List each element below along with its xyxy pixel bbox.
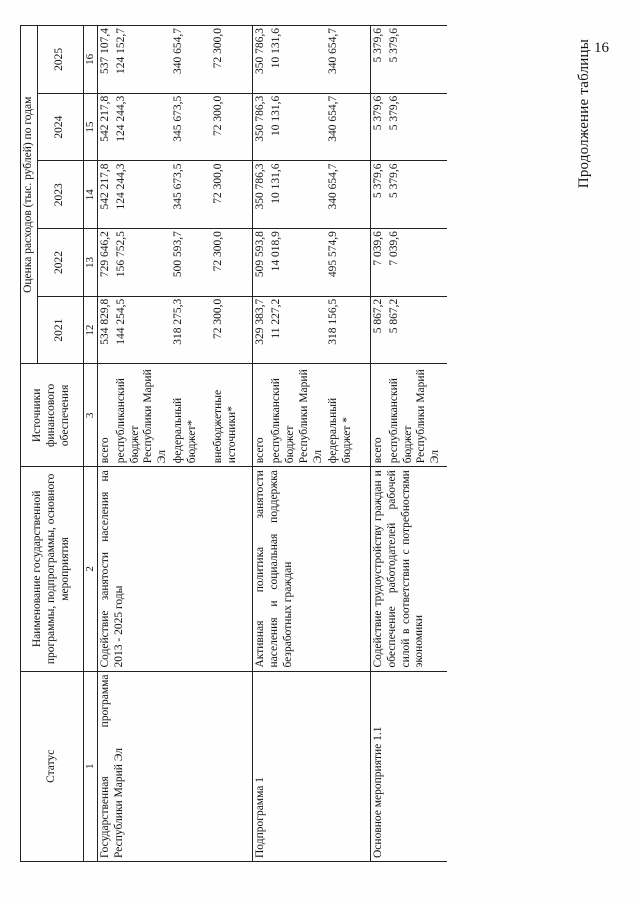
header-year: 2025 [37,26,83,94]
value-cell: 534 829,8 [97,296,113,364]
column-number: 3 [83,364,97,467]
value-cell: 5 379,6 [370,26,386,94]
budget-table-wrapper [20,25,573,862]
rotated-table-frame [20,25,600,885]
row-source: федеральный бюджет* [171,364,211,467]
header-year: 2022 [37,229,83,297]
header-year: 2021 [37,296,83,364]
row-status: Государственная программа Республики Марий Эл [97,671,252,861]
header-year: 2023 [37,161,83,229]
column-number: 12 [83,296,97,364]
value-cell: 345 673,5 [171,161,211,229]
value-cell: 340 654,7 [326,161,370,229]
value-cell: 729 646,2 [97,229,113,297]
value-cell: 542 217,8 [97,93,113,161]
row-name: Содействие трудоустройству граждан и обеспечение работодателей рабочей силой в соответствии с потребностями экономики [370,467,446,671]
value-cell: 72 300,0 [211,296,253,364]
table-row [97,26,113,862]
value-cell: 72 300,0 [211,161,253,229]
value-cell: 345 673,5 [171,93,211,161]
value-cell: 5 379,6 [370,93,386,161]
header-name: Наименование государственной программы, подпрограммы, основного мероприятия [21,467,84,671]
value-cell: 7 039,6 [387,229,447,297]
table-continuation-caption: Продолжение таблицы [576,39,592,189]
column-number: 13 [83,229,97,297]
header-year: 2024 [37,93,83,161]
value-cell: 10 131,6 [269,161,326,229]
value-cell: 124 244,3 [114,161,171,229]
value-cell: 350 786,3 [253,26,269,94]
row-source: всего [97,364,113,467]
column-number: 2 [83,467,97,671]
value-cell: 5 379,6 [387,93,447,161]
value-cell: 340 654,7 [171,26,211,94]
value-cell: 329 383,7 [253,296,269,364]
row-source: республиканский бюджет Республики Марий Эл [269,364,326,467]
value-cell: 5 379,6 [387,26,447,94]
table-row [253,26,269,862]
row-status: Подпрограмма 1 [253,671,370,861]
row-source: республиканский бюджет Республики Марий Эл [387,364,447,467]
value-cell: 156 752,5 [114,229,171,297]
row-source: внебюджетные источники* [211,364,253,467]
table-row [370,26,386,862]
row-source: всего [370,364,386,467]
budget-table [20,25,447,862]
value-cell: 500 593,7 [171,229,211,297]
column-number: 16 [83,26,97,94]
value-cell: 340 654,7 [326,93,370,161]
row-name: Активная политика занятости населения и социальная поддержка безработных граждан [253,467,370,671]
page-number: 16 [594,40,609,56]
value-cell: 14 018,9 [269,229,326,297]
value-cell: 72 300,0 [211,26,253,94]
value-cell: 537 107,4 [97,26,113,94]
column-number: 15 [83,93,97,161]
value-cell: 10 131,6 [269,93,326,161]
value-cell: 318 275,3 [171,296,211,364]
value-cell: 495 574,9 [326,229,370,297]
value-cell: 72 300,0 [211,93,253,161]
header-status: Статус [21,671,84,861]
value-cell: 5 867,2 [370,296,386,364]
value-cell: 5 379,6 [387,161,447,229]
row-status: Основное мероприятие 1.1 [370,671,446,861]
value-cell: 542 217,8 [97,161,113,229]
value-cell: 72 300,0 [211,229,253,297]
value-cell: 318 156,5 [326,296,370,364]
row-source: республиканский бюджет Республики Марий Эл [114,364,171,467]
value-cell: 350 786,3 [253,93,269,161]
column-number: 14 [83,161,97,229]
header-estimate: Оценка расходов (тыс. рублей) по годам [21,26,38,364]
value-cell: 144 254,5 [114,296,171,364]
row-name: Содействие занятости населения на 2013 - 2025 годы [97,467,252,671]
value-cell: 124 244,3 [114,93,171,161]
column-number: 1 [83,671,97,861]
header-sources: Источники финансового обеспечения [21,364,84,467]
value-cell: 340 654,7 [326,26,370,94]
value-cell: 5 867,2 [387,296,447,364]
value-cell: 509 593,8 [253,229,269,297]
value-cell: 7 039,6 [370,229,386,297]
value-cell: 5 379,6 [370,161,386,229]
value-cell: 124 152,7 [114,26,171,94]
value-cell: 11 227,2 [269,296,326,364]
row-source: всего [253,364,269,467]
value-cell: 10 131,6 [269,26,326,94]
value-cell: 350 786,3 [253,161,269,229]
row-source: федеральный бюджет * [326,364,370,467]
